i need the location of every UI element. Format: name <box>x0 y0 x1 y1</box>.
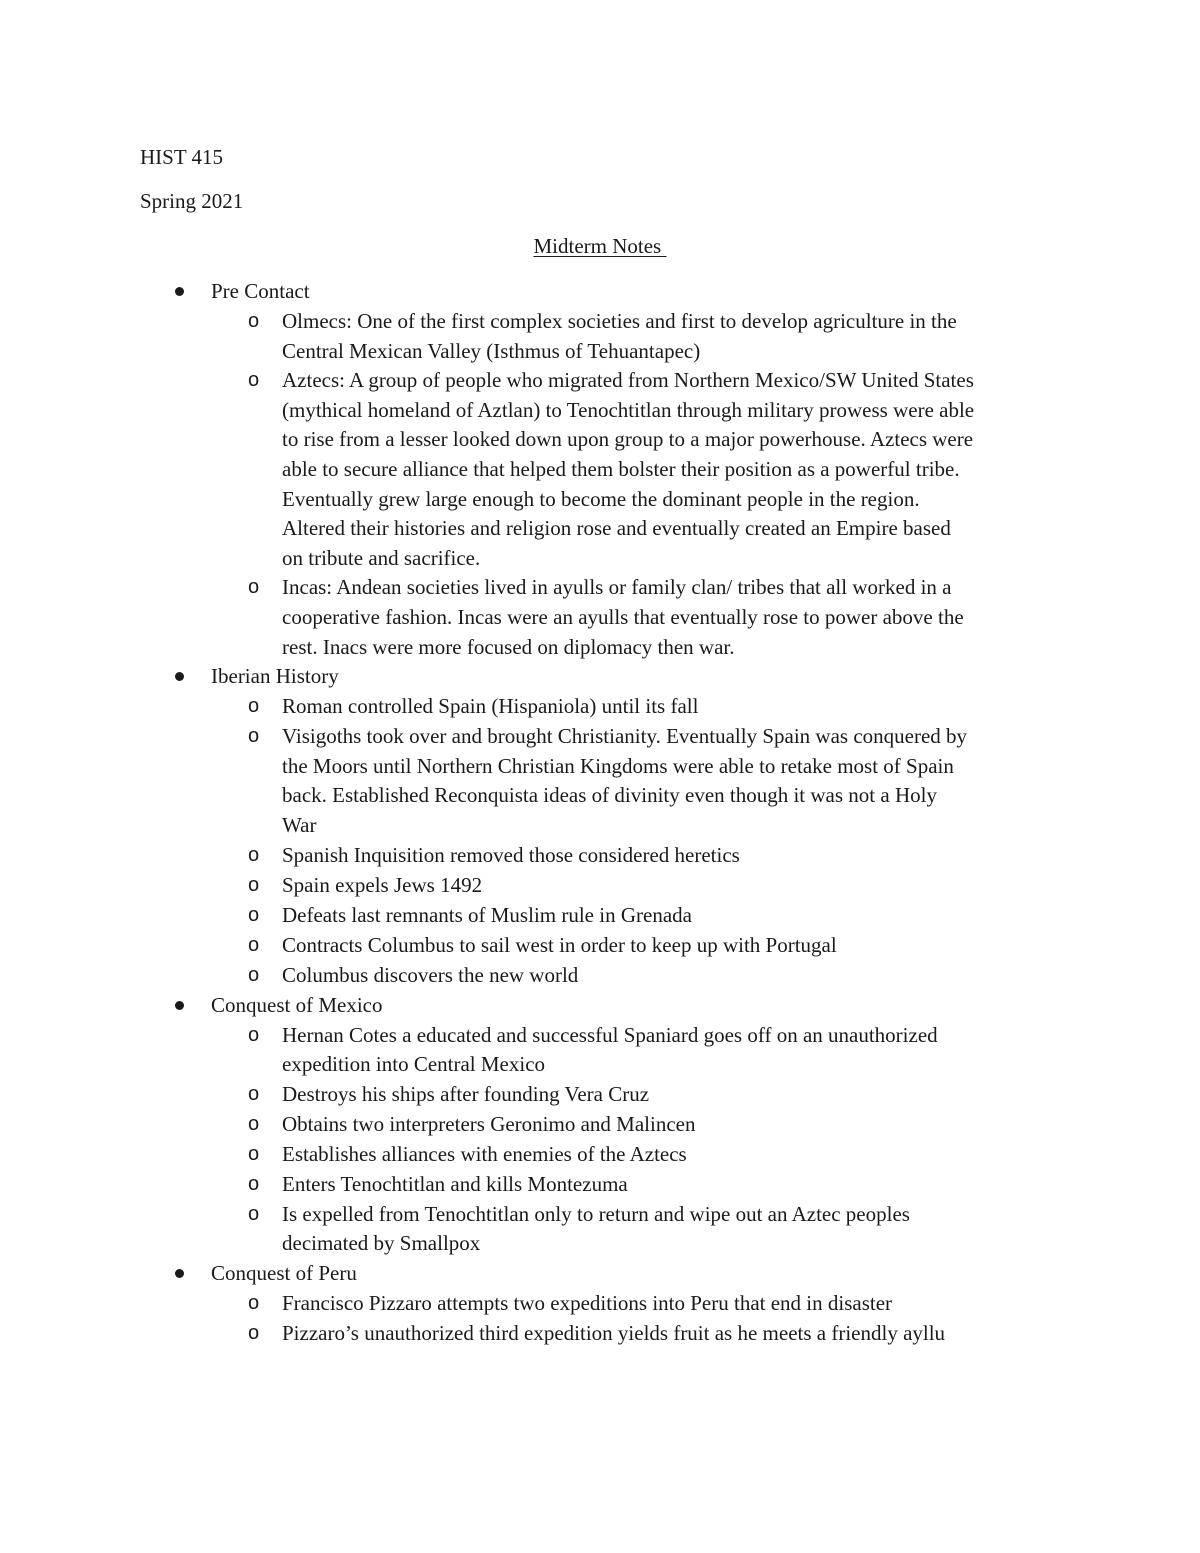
text-line: decimated by Smallpox <box>282 1231 481 1256</box>
sub-bullet-text <box>282 572 1072 661</box>
sub-bullet-item <box>0 930 1200 960</box>
text-line: to rise from a lesser looked down upon group to a major powerhouse. Aztecs were <box>282 427 974 452</box>
text-line: Eventually grew large enough to become the dominant people in the region. <box>282 486 920 511</box>
section-heading: Conquest of Mexico <box>211 992 383 1017</box>
course-code: HIST 415 <box>140 145 224 169</box>
page-title: Midterm Notes <box>533 234 667 258</box>
text-line: War <box>282 812 317 837</box>
sub-bullet-text <box>282 1169 1072 1199</box>
text-line: Incas: Andean societies lived in ayulls or family clan/ tribes that all worked in a <box>282 575 952 600</box>
text-line: Contracts Columbus to sail west in order to keep up with Portugal <box>282 932 837 957</box>
sub-bullet-item <box>0 1109 1200 1139</box>
sub-bullet-text <box>282 1139 1072 1169</box>
sub-bullet-text <box>282 306 1072 365</box>
text-line: Olmecs: One of the first complex societies and first to develop agriculture in the <box>282 309 957 333</box>
outline-section <box>0 1258 1200 1348</box>
sub-bullet-item <box>0 691 1200 721</box>
sub-bullet-marker-icon: o <box>248 369 260 392</box>
sub-bullet-marker-icon: o <box>248 1023 260 1046</box>
outline-section <box>0 990 1200 1258</box>
text-line: Enters Tenochtitlan and kills Montezuma <box>282 1171 628 1196</box>
text-line: Central Mexican Valley (Isthmus of Tehuantapec) <box>282 338 701 363</box>
text-line: Aztecs: A group of people who migrated from Northern Mexico/SW United States <box>282 368 974 393</box>
sub-bullet-item <box>0 572 1200 661</box>
text-line: Spain expels Jews 1492 <box>282 872 483 897</box>
sub-bullet-text <box>282 1109 1072 1139</box>
outline-bullet <box>0 1258 1200 1288</box>
section-heading: Pre Contact <box>211 279 310 303</box>
sub-bullet-item <box>0 840 1200 870</box>
sub-bullet-marker-icon: o <box>248 1142 260 1165</box>
text-line: Pizzaro’s unauthorized third expedition yields fruit as he meets a friendly ayllu <box>282 1320 946 1345</box>
sub-bullet-marker-icon: o <box>248 843 260 866</box>
notes-outline <box>0 276 1200 1348</box>
sub-bullet-text <box>282 365 1072 572</box>
sub-bullet-marker-icon: o <box>248 1112 260 1135</box>
sub-bullet-marker-icon: o <box>248 576 260 599</box>
sub-bullet-marker-icon: o <box>248 310 260 332</box>
sub-bullet-text <box>282 930 1072 960</box>
text-line: (mythical homeland of Aztlan) to Tenochtitlan through military prowess were able <box>282 397 975 422</box>
outline-section <box>0 276 1200 661</box>
sub-bullet-text <box>282 1199 1072 1258</box>
text-line: Hernan Cotes a educated and successful Spaniard goes off on an unauthorized <box>282 1022 938 1047</box>
sub-bullet-item <box>0 1139 1200 1169</box>
sub-bullet-text <box>282 960 1072 990</box>
sub-bullet-marker-icon: o <box>248 1291 260 1314</box>
sub-bullet-item <box>0 1288 1200 1318</box>
bullet-dot-icon <box>175 1269 184 1278</box>
sub-bullet-item <box>0 365 1200 572</box>
sub-bullet-item <box>0 1169 1200 1199</box>
sub-bullet-text <box>282 1318 1072 1348</box>
outline-bullet <box>0 661 1200 691</box>
text-line: on tribute and sacrifice. <box>282 545 481 570</box>
text-line: Roman controlled Spain (Hispaniola) until its fall <box>282 694 699 719</box>
section-heading: Conquest of Peru <box>211 1260 357 1285</box>
text-line: Destroys his ships after founding Vera Cruz <box>282 1081 650 1106</box>
sub-bullet-marker-icon: o <box>248 903 260 926</box>
sub-bullet-marker-icon: o <box>248 695 260 718</box>
text-line: Establishes alliances with enemies of the Aztecs <box>282 1141 687 1166</box>
sub-bullet-text <box>282 1288 1072 1318</box>
bullet-dot-icon <box>175 287 184 296</box>
sub-bullet-marker-icon: o <box>248 1082 260 1105</box>
sub-bullet-item <box>0 960 1200 990</box>
bullet-dot-icon <box>175 1001 184 1010</box>
sub-bullet-text <box>282 1079 1072 1109</box>
sub-bullet-item <box>0 721 1200 839</box>
sub-bullet-text <box>282 870 1072 900</box>
text-line: Columbus discovers the new world <box>282 962 579 987</box>
text-line: back. Established Reconquista ideas of divinity even though it was not a Holy <box>282 783 937 808</box>
text-line: Obtains two interpreters Geronimo and Malincen <box>282 1111 696 1136</box>
outline-section <box>0 661 1200 989</box>
page-title-container <box>0 231 1200 261</box>
term: Spring 2021 <box>140 189 244 213</box>
sub-bullet-item <box>0 900 1200 930</box>
sub-bullet-marker-icon: o <box>248 1202 260 1225</box>
sub-bullet-text <box>282 900 1072 930</box>
text-line: Altered their histories and religion rose and eventually created an Empire based <box>282 516 951 541</box>
sub-bullet-text <box>282 691 1072 721</box>
text-line: the Moors until Northern Christian Kingdoms were able to retake most of Spain <box>282 753 954 778</box>
sub-bullet-item <box>0 1020 1200 1079</box>
sub-bullet-marker-icon: o <box>248 1321 260 1344</box>
text-line: rest. Inacs were more focused on diplomacy then war. <box>282 634 735 659</box>
sub-bullet-item <box>0 1199 1200 1258</box>
sub-bullet-text <box>282 1020 1072 1079</box>
text-line: Visigoths took over and brought Christianity. Eventually Spain was conquered by <box>282 724 968 749</box>
sub-bullet-item <box>0 1079 1200 1109</box>
sub-bullet-marker-icon: o <box>248 725 260 748</box>
sub-bullet-item <box>0 1318 1200 1348</box>
sub-bullet-text <box>282 721 1072 839</box>
text-line: Francisco Pizzaro attempts two expeditions into Peru that end in disaster <box>282 1290 893 1315</box>
outline-bullet <box>0 276 1200 306</box>
sub-bullet-marker-icon: o <box>248 963 260 986</box>
section-heading: Iberian History <box>211 664 339 689</box>
text-line: Defeats last remnants of Muslim rule in Grenada <box>282 902 692 927</box>
sub-bullet-text <box>282 840 1072 870</box>
sub-bullet-marker-icon: o <box>248 1172 260 1195</box>
text-line: cooperative fashion. Incas were an ayulls that eventually rose to power above the <box>282 604 964 629</box>
sub-bullet-marker-icon: o <box>248 933 260 956</box>
sub-bullet-marker-icon: o <box>248 873 260 896</box>
sub-bullet-item <box>0 306 1200 365</box>
sub-bullet-item <box>0 870 1200 900</box>
text-line: Spanish Inquisition removed those considered heretics <box>282 842 740 867</box>
text-line: Is expelled from Tenochtitlan only to return and wipe out an Aztec peoples <box>282 1201 910 1226</box>
text-line: able to secure alliance that helped them bolster their position as a powerful tribe. <box>282 456 960 481</box>
outline-bullet <box>0 990 1200 1020</box>
bullet-dot-icon <box>175 672 184 681</box>
text-line: expedition into Central Mexico <box>282 1052 546 1077</box>
